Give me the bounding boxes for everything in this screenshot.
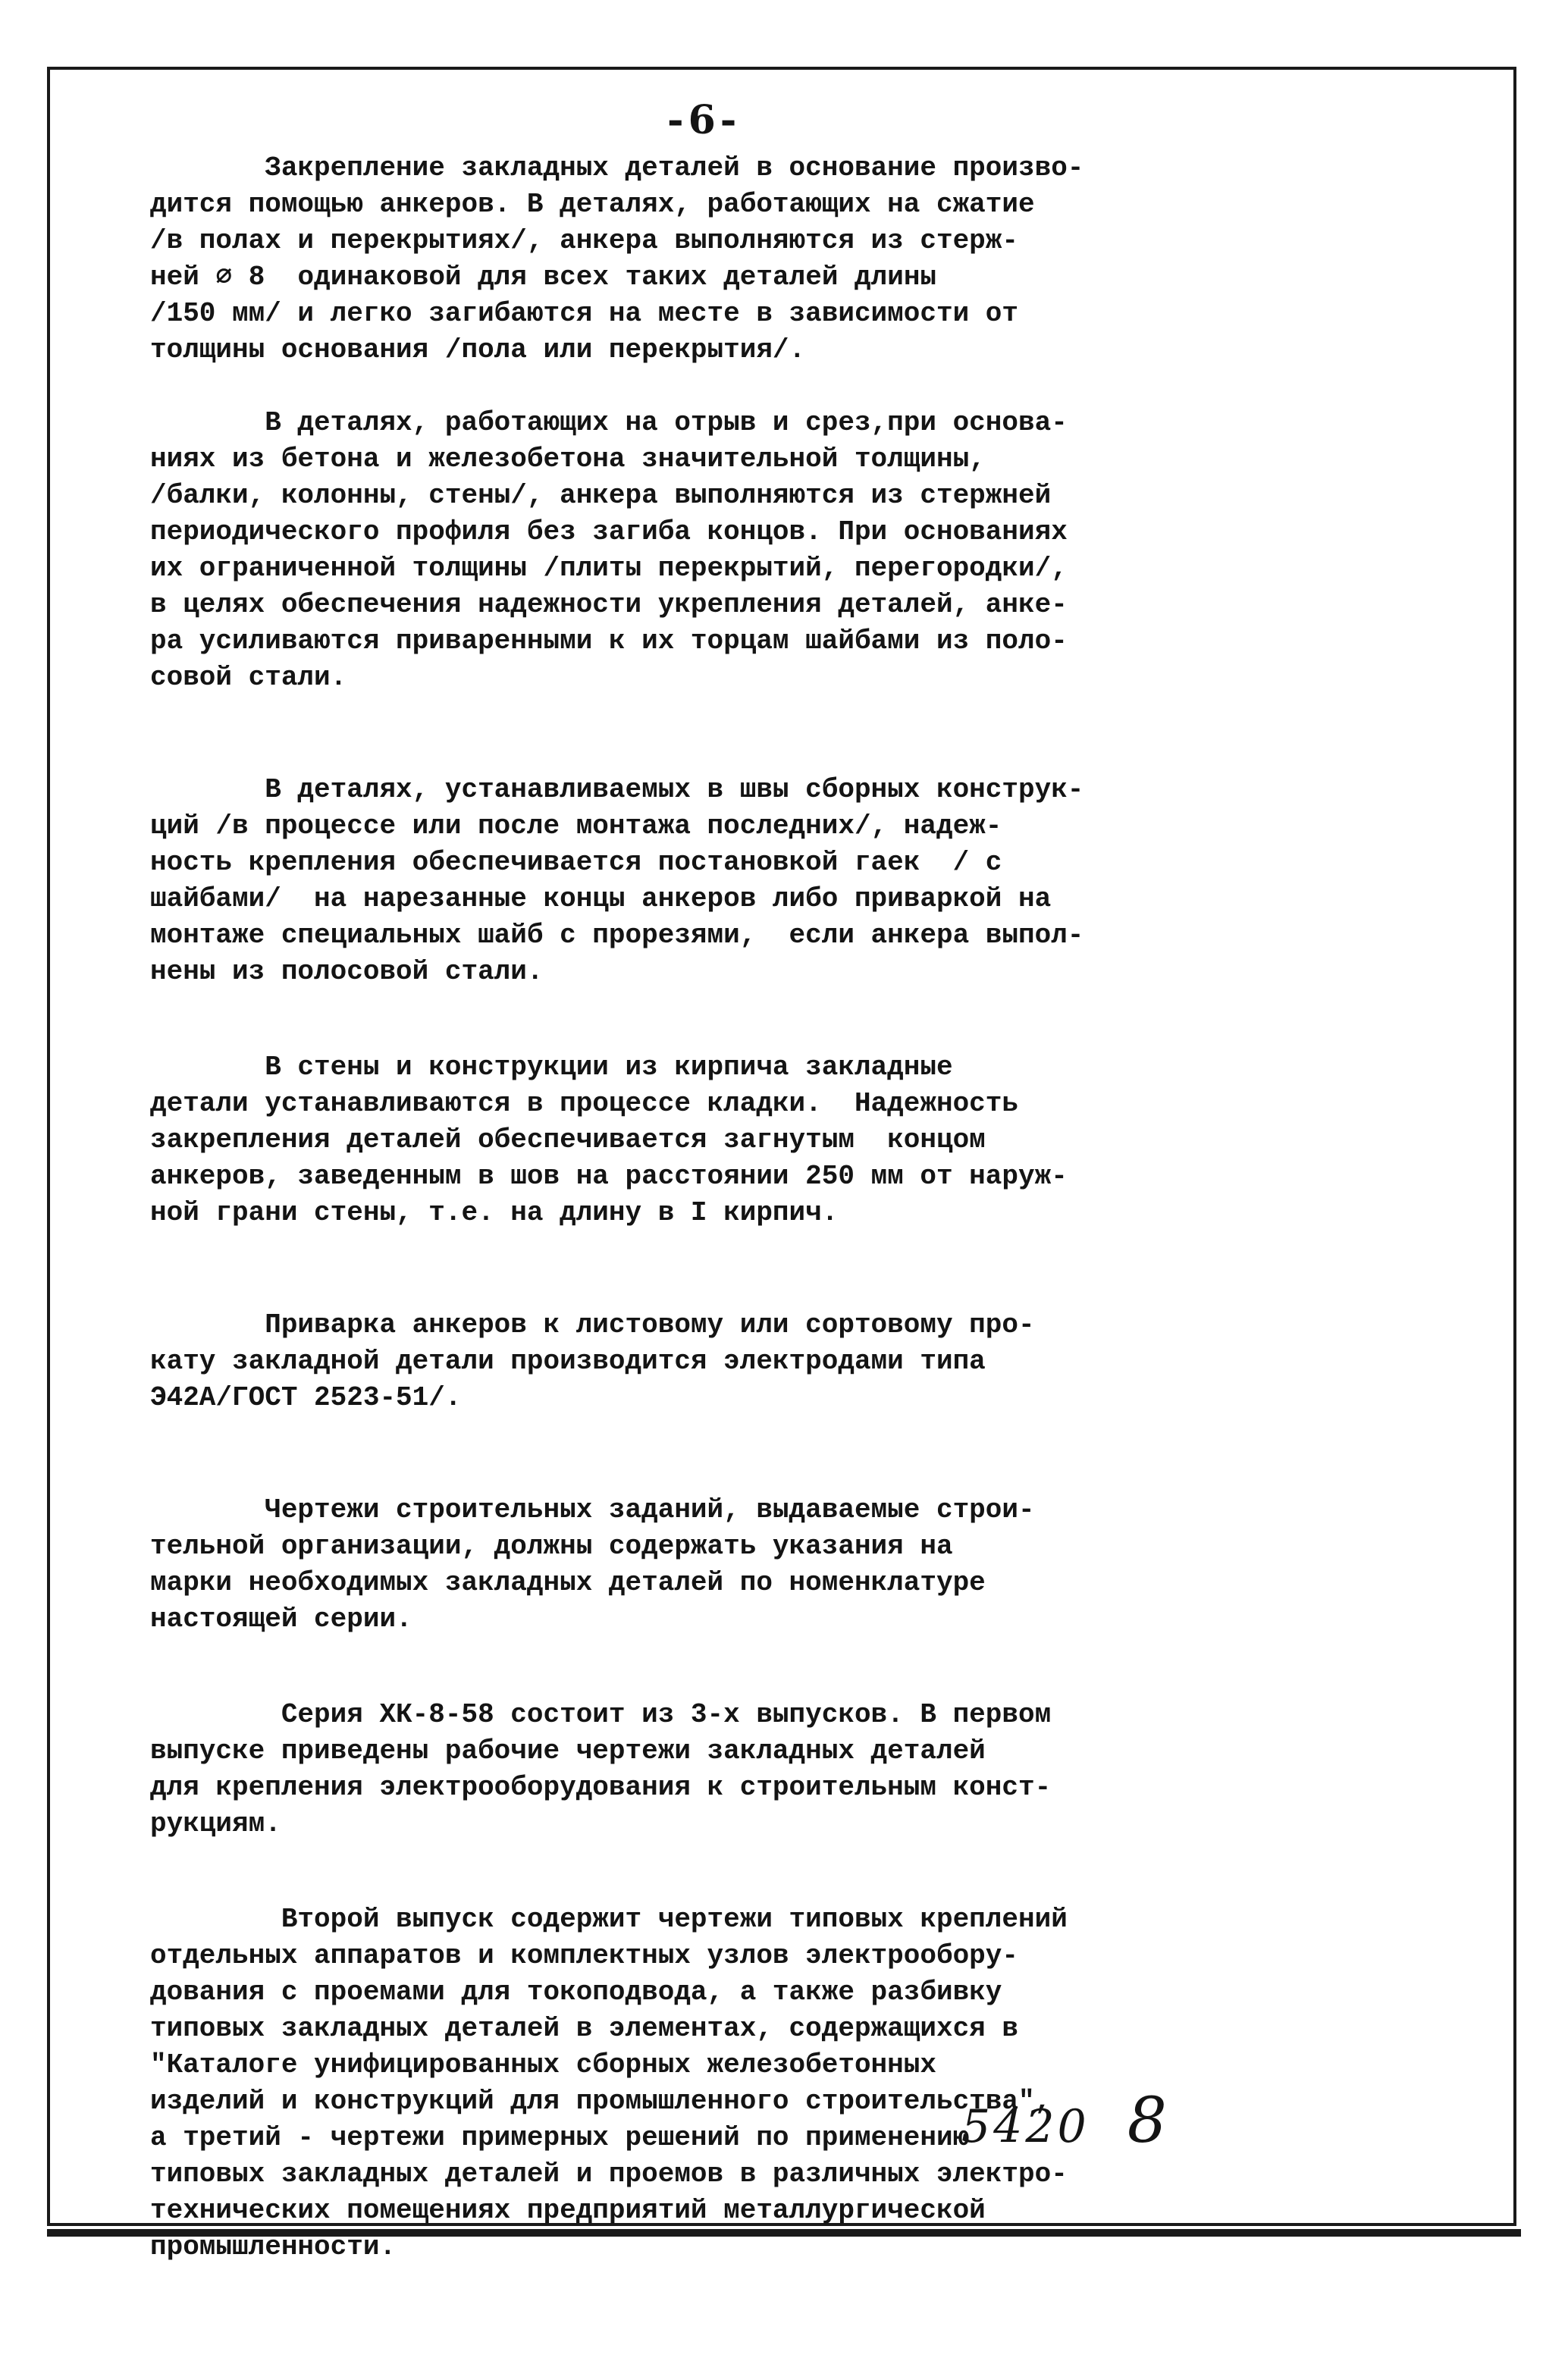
text-line: ной грани стены, т.е. на длину в I кирпич. <box>150 1197 839 1228</box>
text-line: монтаже специальных шайб с прорезями, если анкера выпол- <box>150 920 1084 951</box>
text-line: отдельных аппаратов и комплектных узлов электрообору- <box>150 1940 1018 1971</box>
handwritten-sheet: 8 <box>1127 2085 1170 2157</box>
handwritten-number: 5420 <box>961 2100 1090 2153</box>
text-line: Приварка анкеров к листовому или сортовому про- <box>150 1309 1035 1340</box>
text-line: В деталях, работающих на отрыв и срез,при основа- <box>150 407 1068 438</box>
text-line: технических помещениях предприятий металлургической <box>150 2195 986 2226</box>
text-line: Чертежи строительных заданий, выдаваемые строи- <box>150 1494 1035 1525</box>
text-line: анкеров, заведенным в шов на расстоянии 250 мм от наруж- <box>150 1161 1068 1192</box>
paragraph-3 <box>150 772 1394 990</box>
paragraph-7 <box>150 1697 1394 1842</box>
paragraph-8 <box>150 1902 1394 2265</box>
text-line: кату закладной детали производится электродами типа <box>150 1346 986 1377</box>
text-line: совой стали. <box>150 662 347 693</box>
text-line: В стены и конструкции из кирпича закладные <box>150 1052 953 1083</box>
paragraph-1 <box>150 150 1394 368</box>
text-line: /в полах и перекрытиях/, анкера выполняются из стерж- <box>150 225 1018 256</box>
body-text <box>150 150 1394 2265</box>
text-line: периодического профиля без загиба концов. При основаниях <box>150 516 1068 547</box>
text-line: ций /в процессе или после монтажа последних/, надеж- <box>150 810 1002 842</box>
text-line: ра усиливаются приваренными к их торцам шайбами из поло- <box>150 625 1068 657</box>
paragraph-2 <box>150 405 1394 696</box>
text-line: детали устанавливаются в процессе кладки. Надежность <box>150 1088 1018 1119</box>
text-line: для крепления электрооборудования к строительным конст- <box>150 1772 1052 1803</box>
text-line: Второй выпуск содержит чертежи типовых креплений <box>150 1904 1068 1935</box>
text-line: ней ∅ 8 одинаковой для всех таких деталей длины <box>150 262 937 293</box>
text-line: /балки, колонны, стены/, анкера выполняются из стержней <box>150 480 1052 511</box>
text-line: шайбами/ на нарезанные концы анкеров либо приваркой на <box>150 883 1052 914</box>
text-line: рукциям. <box>150 1808 281 1839</box>
text-line: Серия ХК-8-58 состоит из 3-х выпусков. В первом <box>150 1699 1052 1730</box>
paragraph-6 <box>150 1492 1394 1638</box>
text-line: Закрепление закладных деталей в основание произво- <box>150 152 1084 183</box>
text-line: настоящей серии. <box>150 1604 412 1635</box>
text-line: в целях обеспечения надежности укрепления деталей, анке- <box>150 589 1068 620</box>
text-line: нены из полосовой стали. <box>150 956 544 987</box>
text-line: а третий - чертежи примерных решений по применению <box>150 2122 970 2153</box>
text-line: Э42А/ГОСТ 2523-51/. <box>150 1382 462 1413</box>
text-line: их ограниченной толщины /плиты перекрытий, перегородки/, <box>150 553 1068 584</box>
text-line: ность крепления обеспечивается постановкой гаек / с <box>150 847 1002 878</box>
text-line: ниях из бетона и железобетона значительной толщины, <box>150 444 986 475</box>
text-line: типовых закладных деталей и проемов в различных электро- <box>150 2159 1068 2190</box>
text-line: типовых закладных деталей в элементах, содержащихся в <box>150 2013 1018 2044</box>
paragraph-4 <box>150 1049 1394 1231</box>
text-line: изделий и конструкций для промышленного строительства", <box>150 2086 1052 2117</box>
text-line: тельной организации, должны содержать указания на <box>150 1531 953 1562</box>
text-line: марки необходимых закладных деталей по номенклатуре <box>150 1567 986 1598</box>
text-line: "Каталоге унифицированных сборных железобетонных <box>150 2049 936 2080</box>
paragraph-5 <box>150 1307 1394 1416</box>
handwritten-sheet-number <box>961 2085 1170 2157</box>
text-line: В деталях, устанавливаемых в швы сборных конструк- <box>150 774 1084 805</box>
text-line: дится помощью анкеров. В деталях, работающих на сжатие <box>150 189 1035 220</box>
text-line: /150 мм/ и легко загибаются на месте в зависимости от <box>150 298 1018 329</box>
text-line: выпуске приведены рабочие чертежи закладных деталей <box>150 1735 986 1767</box>
text-line: толщины основания /пола или перекрытия/. <box>150 334 806 365</box>
text-line: промышленности. <box>150 2231 397 2262</box>
text-line: дования с проемами для токоподвода, а также разбивку <box>150 1977 1002 2008</box>
page-number: -6- <box>667 97 742 143</box>
text-line: закрепления деталей обеспечивается загнутым концом <box>150 1124 986 1155</box>
